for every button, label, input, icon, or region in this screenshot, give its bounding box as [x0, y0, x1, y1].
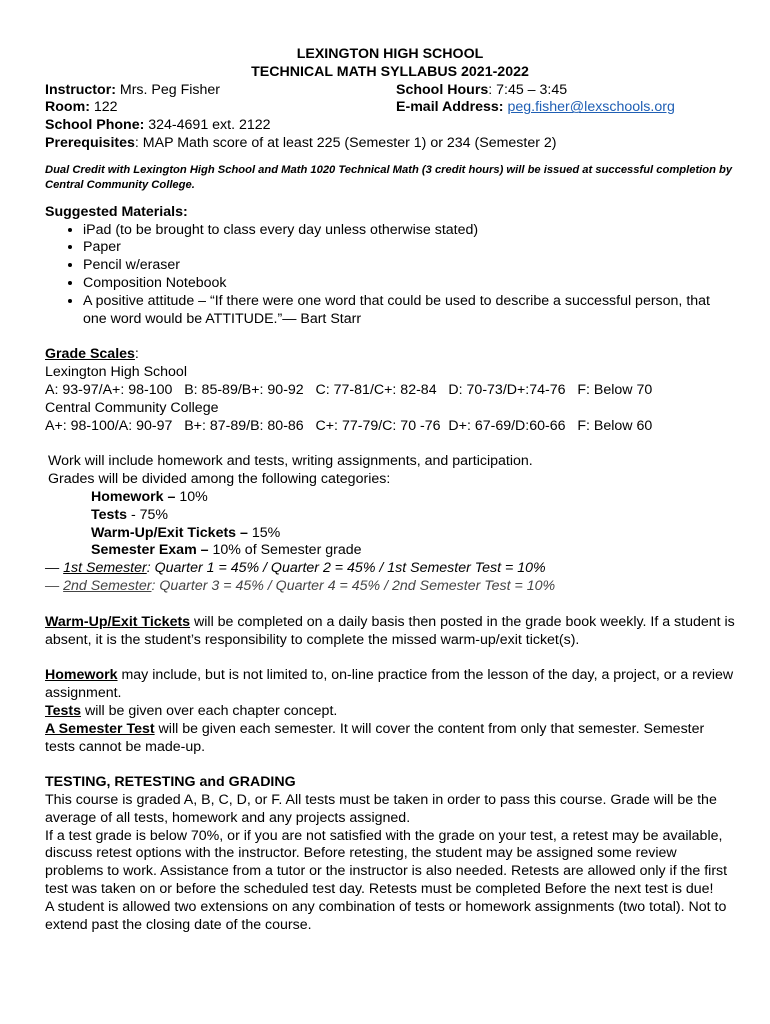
- hours-label: School Hours: [396, 81, 489, 98]
- instructor-row: [45, 82, 735, 100]
- ccc-scale: A+: 98-100/A: 90-97 B+: 87-89/B: 80-86 C+: 77-79/C: 70 -76 D+: 67-69/D:60-66 F: Below 60: [45, 417, 653, 434]
- instructor-value: Mrs. Peg Fisher: [115, 81, 221, 98]
- grade-scales-heading: Grade Scales:: [45, 346, 139, 363]
- category-semester-exam: Semester Exam – 10% of Semester grade: [91, 542, 362, 559]
- phone-value: 324-4691 ext. 2122: [144, 117, 271, 134]
- semester-test-paragraph: A Semester Test will be given each semester. It will cover the content from only that semester. Semester tests cannot be made-up.: [45, 720, 705, 755]
- category-warmup: Warm-Up/Exit Tickets – 15%: [91, 524, 281, 541]
- semester-1-breakdown: — 1st Semester: Quarter 1 = 45% / Quarter 2 = 45% / 1st Semester Test = 10%: [45, 560, 546, 577]
- category-tests: Tests - 75%: [91, 506, 169, 523]
- email-label: E-mail Address:: [396, 99, 504, 116]
- prereq-value: : MAP Math score of at least 225 (Semester 1) or 234 (Semester 2): [134, 134, 557, 151]
- testing-paragraph-1: This course is graded A, B, C, D, or F. All tests must be taken in order to pass this course. Grade will be the average of all tests, homework and any projects assigned.: [45, 792, 717, 826]
- room-value: 122: [89, 99, 118, 116]
- homework-paragraph: Homework may include, but is not limited to, on-line practice from the lesson of the day, a project, or a review assignment.: [45, 667, 734, 702]
- prereq-row: [45, 135, 735, 153]
- category-homework: Homework – 10%: [91, 488, 208, 505]
- warmup-paragraph: Warm-Up/Exit Tickets will be completed on a daily basis then posted in the grade book weekly. If a student is absent, it is the student’s responsibility to complete the missed warm-up/exit ticket(s).: [45, 613, 735, 648]
- room-row: [45, 99, 735, 117]
- course-title: TECHNICAL MATH SYLLABUS 2021-2022: [251, 63, 529, 80]
- room-label: Room:: [45, 99, 90, 116]
- list-item: • iPad (to be brought to class every day unless otherwise stated): [83, 222, 735, 240]
- materials-heading: Suggested Materials:: [45, 203, 188, 220]
- phone-label: School Phone:: [45, 117, 145, 134]
- lhs-scale: A: 93-97/A+: 98-100 B: 85-89/B+: 90-92 C: 77-81/C+: 82-84 D: 70-73/D+:74-76 F: Below 70: [45, 381, 653, 398]
- testing-paragraph-2: If a test grade is below 70%, or if you are not satisfied with the grade on your test, a retest may be available, discuss retest options with the instructor. Before retesting, the student may be assigned some review problems to work. Assistance from a tutor or the instructor is also needed. Retests are allowed only if the first test was taken on or before the scheduled test day. Retests must be completed Before the next test is due!: [45, 827, 728, 898]
- list-item: • Composition Notebook: [83, 275, 735, 293]
- list-item: • A positive attitude – “If there were one word that could be used to describe a successful person, that one word would be ATTITUDE.”— Bart Starr: [83, 293, 735, 329]
- materials-list: [45, 222, 735, 329]
- testing-heading: TESTING, RETESTING and GRADING: [45, 774, 296, 791]
- work-line-2: Grades will be divided among the following categories:: [48, 471, 391, 488]
- syllabus-page: [45, 46, 735, 934]
- list-item: • Pencil w/eraser: [83, 257, 735, 275]
- testing-paragraph-3: A student is allowed two extensions on any combination of tests or homework assignments (two total). Not to extend past the closing date of the course.: [45, 898, 727, 933]
- ccc-name: Central Community College: [45, 399, 219, 416]
- school-title: LEXINGTON HIGH SCHOOL: [296, 46, 484, 62]
- tests-paragraph: Tests will be given over each chapter concept.: [45, 702, 338, 719]
- phone-row: [45, 117, 735, 135]
- list-item: • Paper: [83, 239, 735, 257]
- hours-value: : 7:45 – 3:45: [488, 81, 568, 98]
- dual-credit-note: Dual Credit with Lexington High School and Math 1020 Technical Math (3 credit hours) will be issued at successful completion by Central Community College.: [45, 163, 733, 192]
- lhs-name: Lexington High School: [45, 364, 187, 381]
- semester-2-breakdown: — 2nd Semester: Quarter 3 = 45% / Quarter 4 = 45% / 2nd Semester Test = 10%: [45, 577, 556, 594]
- prereq-label: Prerequisites: [45, 134, 135, 151]
- instructor-label: Instructor:: [45, 81, 116, 98]
- email-link[interactable]: peg.fisher@lexschools.org: [507, 99, 675, 116]
- work-line-1: Work will include homework and tests, writing assignments, and participation.: [48, 453, 533, 470]
